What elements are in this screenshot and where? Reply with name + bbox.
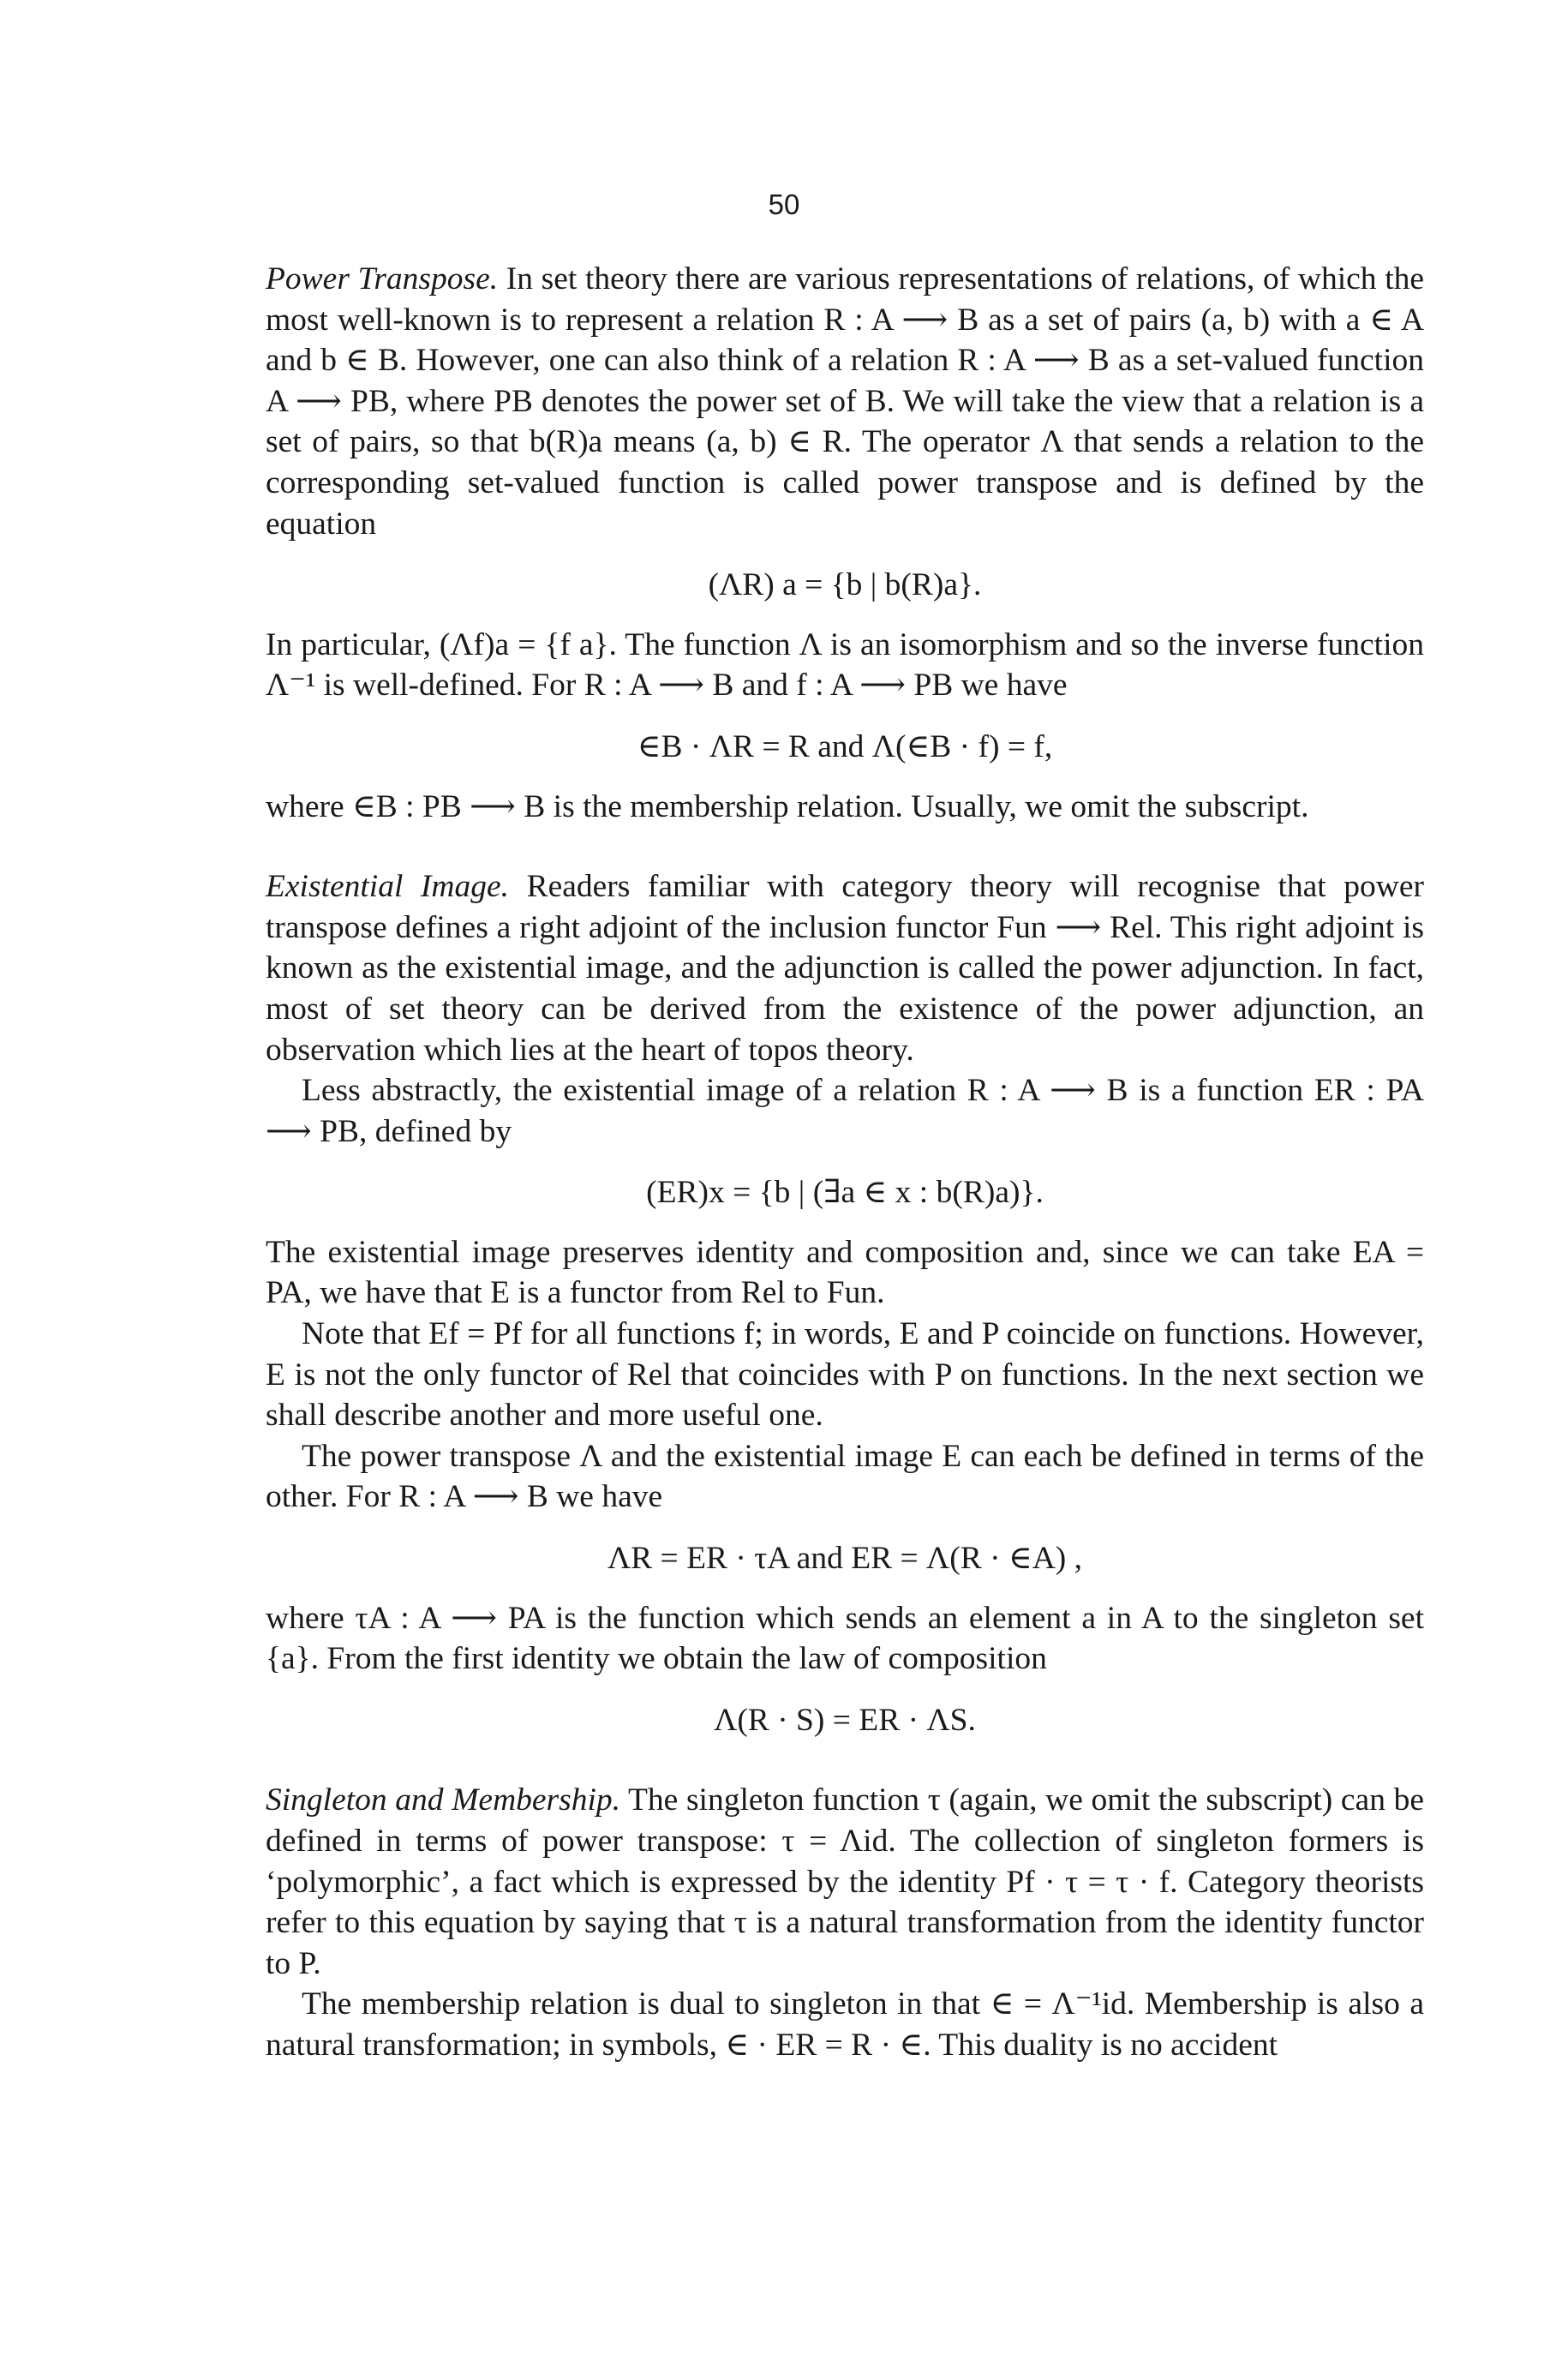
page-body — [266, 259, 1424, 2066]
equation-law-of-composition: Λ(R · S) = ER · ΛS. — [714, 1702, 976, 1738]
singleton-function-paragraph: where τA : A ⟶ PA is the function which sends an element a in A to the singleton set {a}. From the first identity we obtain the law of composition — [266, 1600, 1424, 1677]
coincide-on-functions-paragraph: Note that Ef = Pf for all functions f; in words, E and P coincide on functions. However, E is not the only functor of Rel that coincides with P on functions. In the next section we shall describe another and more useful one. — [266, 1316, 1424, 1434]
existential-image-heading: Existential Image. — [266, 869, 510, 905]
defined-in-terms-paragraph: The power transpose Λ and the existential image E can each be defined in terms of the other. For R : A ⟶ B we have — [266, 1438, 1424, 1515]
power-transpose-paragraph — [266, 259, 1424, 544]
power-transpose-particular-paragraph: In particular, (Λf)a = {f a}. The function Λ is an isomorphism and so the inverse function Λ⁻¹ is well-defined. For R : A ⟶ B and f : A ⟶ PB we have — [266, 626, 1424, 704]
membership-dual-paragraph: The membership relation is dual to singleton in that ∈ = Λ⁻¹id. Membership is also a natural transformation; in symbols, ∈ · ER = R · ∈. This duality is no accident — [266, 1986, 1424, 2063]
equation-transpose-image-relations: ΛR = ER · τA and ER = Λ(R · ∈A) , — [607, 1541, 1083, 1577]
equation-existential-image-definition: (ER)x = {b | (∃a ∈ x : b(R)a)}. — [646, 1175, 1044, 1211]
existential-image-paragraph — [266, 866, 1424, 1070]
less-abstractly-paragraph: Less abstractly, the existential image of a relation R : A ⟶ B is a function ER : PA ⟶ PB, defined by — [266, 1073, 1424, 1149]
equation-membership-identities: ∈B · ΛR = R and Λ(∈B · f) = f, — [637, 728, 1053, 764]
existential-image-functor-paragraph: The existential image preserves identity and composition and, since we can take EA = PA, we have that E is a functor from Rel to Fun. — [266, 1234, 1424, 1311]
equation-power-transpose-definition: (ΛR) a = {b | b(R)a}. — [708, 567, 982, 603]
power-transpose-body: In set theory there are various representations of relations, of which the most well-known is to represent a relation R : A ⟶ B as a set of pairs (a, b) with a ∈ A and b ∈ B. However, one can also think of a relation R : A ⟶ B as a set-valued function A ⟶ PB, where PB denotes the power set of B. We will take the view that a relation is a set of pairs, so that b(R)a means (a, b) ∈ R. The operator Λ that sends a relation to the corresponding set-valued function is called power transpose and is defined by the equation — [266, 261, 1425, 542]
singleton-membership-heading: Singleton and Membership. — [266, 1782, 621, 1818]
power-transpose-heading: Power Transpose. — [266, 261, 499, 297]
singleton-membership-body: The singleton function τ (again, we omit the subscript) can be defined in terms of power transpose: τ = Λid. The collection of singleton formers is ‘polymorphic’, a fact which is expressed by the identity Pf · τ = τ · f. Category theorists refer to this equation by saying that τ is a natural transformation from the identity functor to P. — [266, 1782, 1424, 1981]
existential-image-body: Readers familiar with category theory will recognise that power transpose defines a right adjoint of the inclusion functor Fun ⟶ Rel. This right adjoint is known as the existential image, and the adjunction is called the power adjunction. In fact, most of set theory can be derived from the existence of the power adjunction, an observation which lies at the heart of topos theory. — [266, 869, 1424, 1068]
singleton-membership-paragraph — [266, 1780, 1424, 1984]
page-number: 50 — [768, 189, 800, 220]
membership-relation-paragraph: where ∈B : PB ⟶ B is the membership relation. Usually, we omit the subscript. — [266, 788, 1309, 824]
